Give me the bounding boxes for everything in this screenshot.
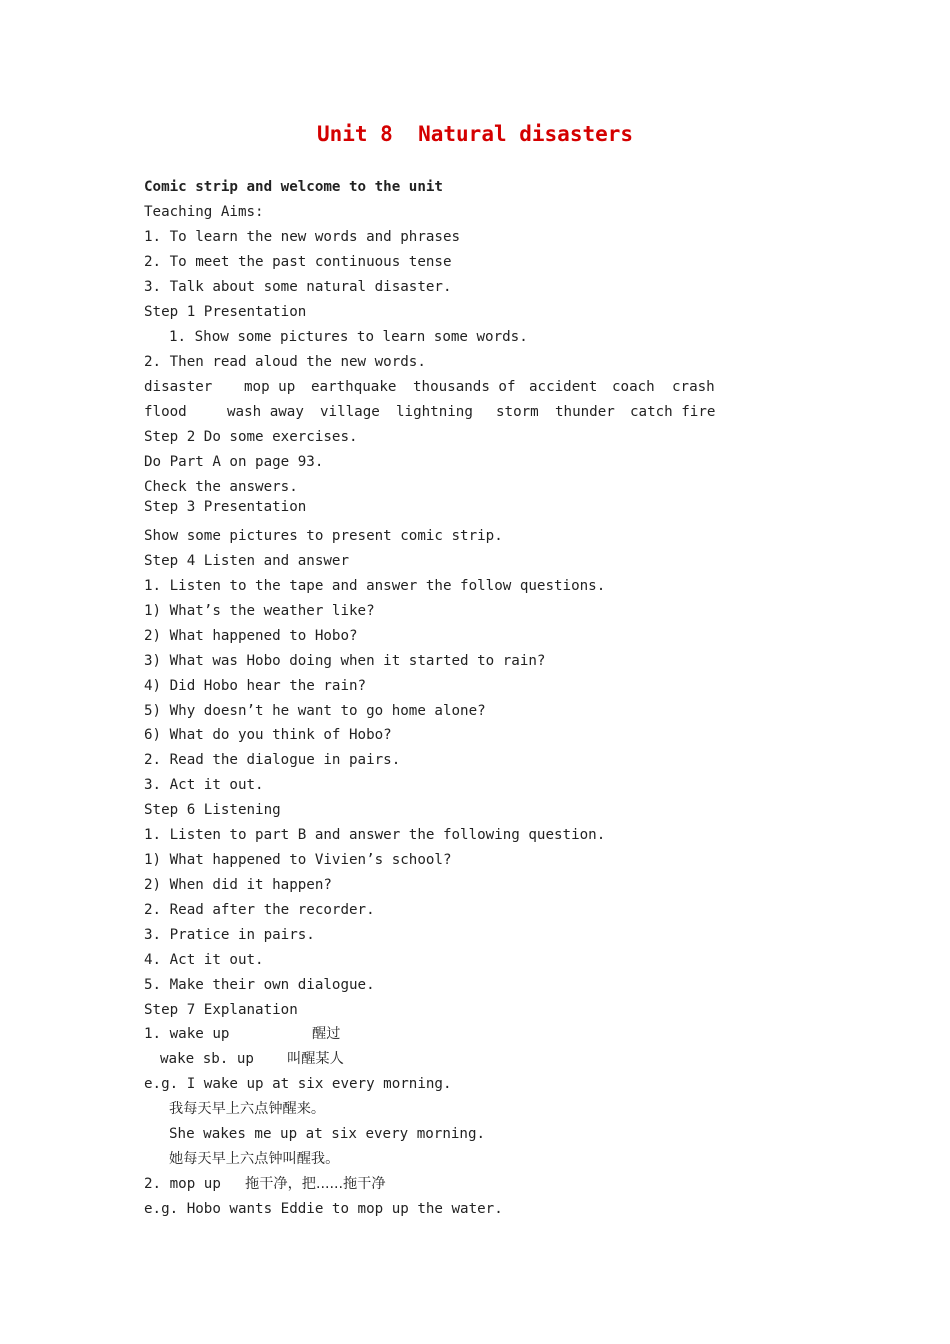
vocab-word: disaster bbox=[144, 379, 213, 395]
example-sentence: e.g. I wake up at six every morning. bbox=[144, 1076, 452, 1092]
example-translation: 她每天早上六点钟叫醒我。 bbox=[169, 1151, 340, 1167]
step6-item: 3. Pratice in pairs. bbox=[144, 927, 315, 943]
phrase-wake-sb-up: wake sb. up bbox=[160, 1051, 254, 1067]
vocab-word: coach bbox=[612, 379, 655, 395]
step4-item: 1. Listen to the tape and answer the follow questions. bbox=[144, 578, 606, 594]
step6-item: 1) What happened to Vivien’s school? bbox=[144, 852, 452, 868]
phrase-wake-sb-up-zh: 叫醒某人 bbox=[287, 1051, 344, 1067]
vocab-word: mop up bbox=[244, 379, 296, 395]
step7-heading: Step 7 Explanation bbox=[144, 1002, 298, 1018]
step2-item: Do Part A on page 93. bbox=[144, 454, 324, 470]
vocab-word: flood bbox=[144, 404, 187, 420]
step6-item: 1. Listen to part B and answer the following question. bbox=[144, 827, 606, 843]
step2-item: Check the answers. bbox=[144, 479, 298, 495]
step6-item: 2) When did it happen? bbox=[144, 877, 332, 893]
step6-item: 4. Act it out. bbox=[144, 952, 264, 968]
phrase-mop-up: 2. mop up bbox=[144, 1176, 221, 1192]
step4-item: 2. Read the dialogue in pairs. bbox=[144, 752, 401, 768]
step4-item: 5) Why doesn’t he want to go home alone? bbox=[144, 703, 486, 719]
vocab-word: crash bbox=[672, 379, 715, 395]
step3-item: Show some pictures to present comic strip. bbox=[144, 528, 503, 544]
vocab-word: village bbox=[320, 404, 380, 420]
step6-item: 2. Read after the recorder. bbox=[144, 902, 375, 918]
phrase-mop-up-zh: 拖干净，把......拖干净 bbox=[245, 1176, 386, 1192]
vocab-word: earthquake bbox=[311, 379, 397, 395]
document-title: Unit 8 Natural disasters bbox=[316, 122, 634, 146]
step4-item: 3. Act it out. bbox=[144, 777, 264, 793]
step4-heading: Step 4 Listen and answer bbox=[144, 553, 349, 569]
vocab-word: wash away bbox=[227, 404, 304, 420]
example-translation: 我每天早上六点钟醒来。 bbox=[169, 1101, 326, 1117]
step3-heading: Step 3 Presentation bbox=[144, 499, 307, 515]
step6-heading: Step 6 Listening bbox=[144, 802, 281, 818]
step4-item: 4) Did Hobo hear the rain? bbox=[144, 678, 367, 694]
vocab-word: thunder bbox=[555, 404, 615, 420]
phrase-wake-up: 1. wake up bbox=[144, 1026, 230, 1042]
step1-item: 2. Then read aloud the new words. bbox=[144, 354, 426, 370]
section-subtitle: Comic strip and welcome to the unit bbox=[144, 179, 443, 195]
vocab-word: lightning bbox=[396, 404, 473, 420]
step1-heading: Step 1 Presentation bbox=[144, 304, 307, 320]
step1-item: 1. Show some pictures to learn some words. bbox=[169, 329, 528, 345]
example-sentence: e.g. Hobo wants Eddie to mop up the water. bbox=[144, 1201, 503, 1217]
vocab-word: accident bbox=[529, 379, 598, 395]
step4-item: 6) What do you think of Hobo? bbox=[144, 727, 392, 743]
phrase-wake-up-zh: 醒过 bbox=[312, 1026, 341, 1042]
aim-item: 3. Talk about some natural disaster. bbox=[144, 279, 452, 295]
vocab-word: storm bbox=[496, 404, 539, 420]
step2-heading: Step 2 Do some exercises. bbox=[144, 429, 358, 445]
step4-item: 1) What’s the weather like? bbox=[144, 603, 375, 619]
aims-heading: Teaching Aims: bbox=[144, 204, 264, 220]
vocab-word: catch fire bbox=[630, 404, 716, 420]
aim-item: 2. To meet the past continuous tense bbox=[144, 254, 452, 270]
aim-item: 1. To learn the new words and phrases bbox=[144, 229, 461, 245]
step4-item: 3) What was Hobo doing when it started to rain? bbox=[144, 653, 546, 669]
example-sentence: She wakes me up at six every morning. bbox=[169, 1126, 486, 1142]
vocab-word: thousands of bbox=[413, 379, 516, 395]
step4-item: 2) What happened to Hobo? bbox=[144, 628, 358, 644]
step6-item: 5. Make their own dialogue. bbox=[144, 977, 375, 993]
